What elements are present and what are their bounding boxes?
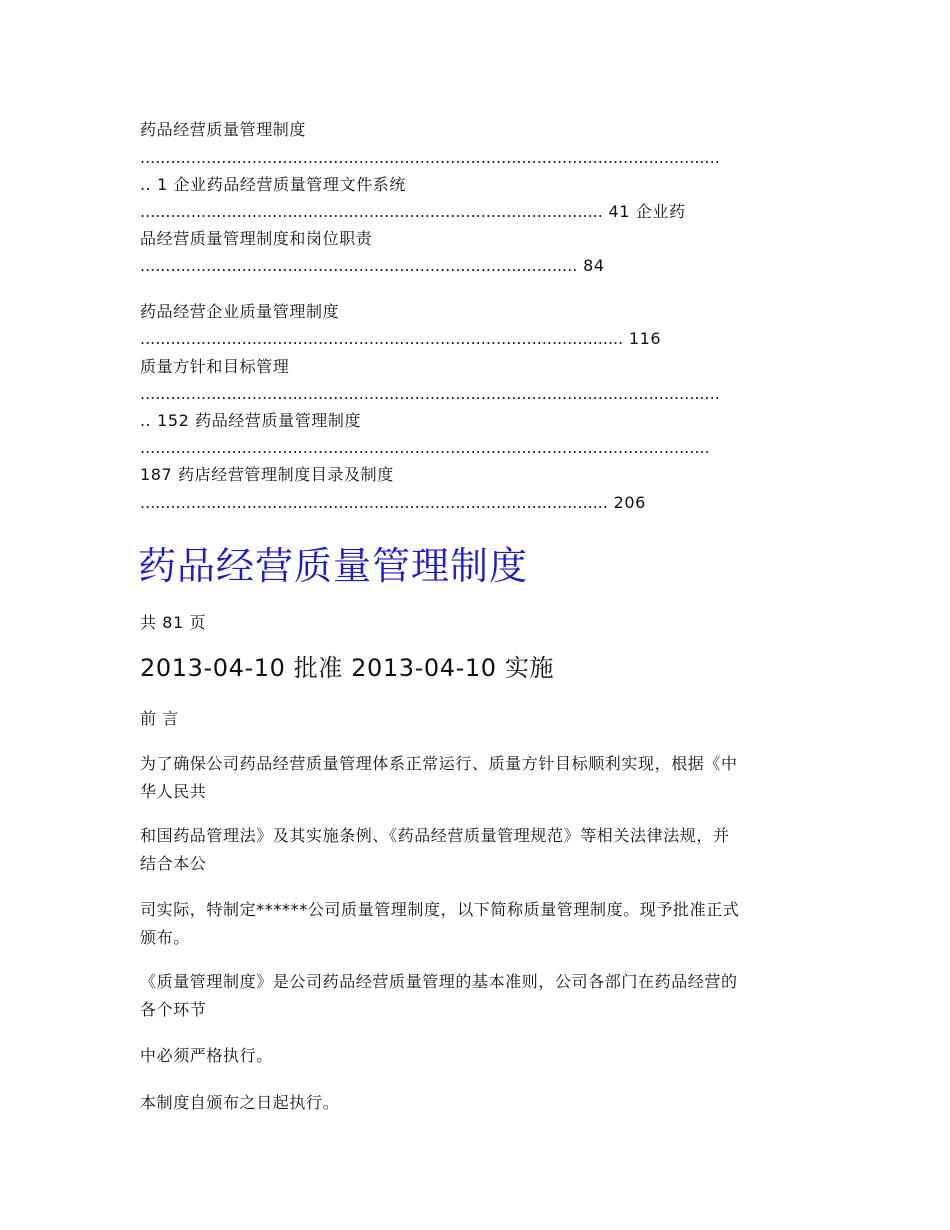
paragraph-1 [140, 750, 812, 806]
paragraph-2-line-2: 结合本公 [140, 854, 207, 873]
toc-entry-8-page: 206 [613, 493, 646, 512]
toc-entry-8-dots: ............................................................................................ [140, 493, 608, 512]
document-title: 药品经营质量管理制度 [138, 544, 529, 588]
paragraph-3-line-2: 颁布。 [140, 928, 190, 947]
toc-entry-4-dots: ............................................................................................... [140, 329, 624, 348]
paragraph-4-line-2: 各个环节 [140, 1000, 207, 1019]
paragraph-1-line-1: 为了确保公司药品经营质量管理体系正常运行、质量方针目标顺利实现，根据《中 [140, 754, 738, 773]
toc-entry-6-page: 152 [157, 411, 190, 430]
toc-entry-2[interactable] [140, 202, 812, 222]
toc-entry-2-title-a: 企业药 [635, 202, 686, 221]
toc-entry-4[interactable] [140, 329, 812, 349]
page-count: 共 81 页 [140, 613, 207, 632]
toc-entry-5-title: 质量方针和目标管理 [140, 357, 290, 376]
paragraph-6: 本制度自颁布之日起执行。 [140, 1093, 340, 1112]
approval-line: 2013-04-10 批准 2013-04-10 实施 [140, 654, 555, 682]
preface-heading: 前 言 [140, 709, 179, 728]
toc-entry-1-title: 企业药品经营质量管理文件系统 [173, 175, 406, 194]
paragraph-2 [140, 822, 812, 878]
toc-entry-4-page: 116 [628, 329, 662, 348]
toc-entry-1[interactable] [140, 175, 812, 195]
toc-entry-7[interactable] [140, 465, 812, 485]
toc-entry-8[interactable] [140, 493, 812, 513]
paragraph-3 [140, 896, 812, 952]
toc-entry-5-dots: .................................................................................................................. [140, 384, 720, 403]
toc-entry-4-title: 药品经营企业质量管理制度 [140, 302, 340, 321]
toc-entry-3[interactable] [140, 256, 812, 276]
toc-heading: 药品经营质量管理制度 [140, 120, 307, 139]
paragraph-2-line-1: 和国药品管理法》及其实施条例、《药品经营质量管理规范》等相关法律法规，并 [140, 826, 730, 845]
paragraph-3-line-1: 司实际，特制定******公司质量管理制度，以下简称质量管理制度。现予批准正式 [140, 900, 740, 919]
toc-entry-6[interactable] [140, 411, 812, 431]
toc-entry-1-page: 1 [157, 175, 168, 194]
toc-dot-leader: .................................................................................................................. [140, 148, 720, 167]
toc-entry-7-title: 药店经营管理制度目录及制度 [178, 465, 394, 484]
toc-entry-2-title-b: 品经营质量管理制度和岗位职责 [140, 229, 373, 248]
paragraph-4 [140, 968, 812, 1024]
paragraph-5: 中必须严格执行。 [140, 1046, 273, 1065]
toc-entry-2-page: 41 [608, 202, 631, 221]
toc-entry-6-lead: .. [140, 411, 152, 430]
toc-entry-1-lead: .. [140, 175, 152, 194]
toc-entry-7-dots: ................................................................................................................ [140, 438, 710, 457]
paragraph-4-line-1: 《质量管理制度》是公司药品经营质量管理的基本准则，公司各部门在药品经营的 [140, 972, 738, 991]
toc-entry-3-page: 84 [583, 256, 605, 275]
toc-entry-6-title: 药品经营质量管理制度 [195, 411, 362, 430]
toc-entry-2-dots: ........................................................................................... [140, 202, 603, 221]
paragraph-1-line-2: 华人民共 [140, 782, 207, 801]
toc-entry-3-dots: ...................................................................................... [140, 256, 578, 275]
toc-entry-7-page: 187 [140, 465, 173, 484]
